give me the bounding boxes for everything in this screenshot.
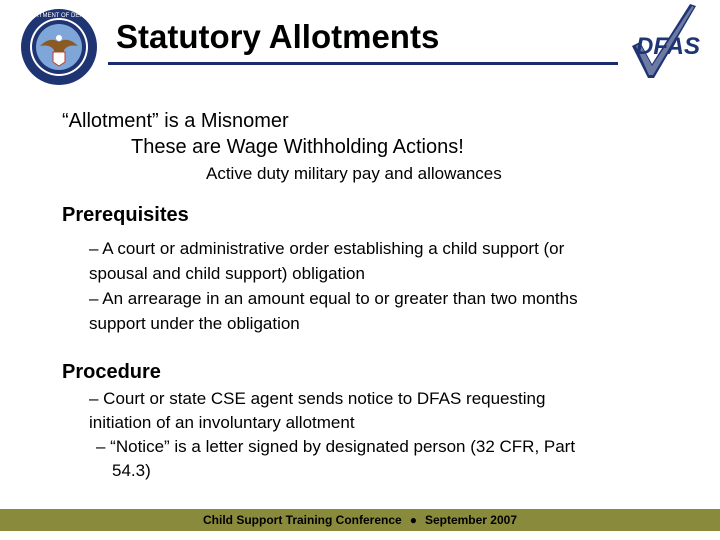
prerequisites-line: support under the obligation	[89, 314, 300, 333]
misnomer-heading: “Allotment” is a Misnomer	[62, 110, 289, 132]
title-underline	[108, 62, 618, 65]
svg-text:DEPARTMENT OF DEFENSE: DEPARTMENT OF DEFENSE	[20, 13, 98, 19]
footer-separator: ●	[409, 513, 417, 527]
footer-date-text: September 2007	[424, 513, 517, 527]
dod-seal-icon	[20, 8, 98, 86]
page-title: Statutory Allotments	[116, 18, 440, 55]
prerequisites-line: – A court or administrative order establishing a child support (or	[89, 239, 565, 258]
procedure-line: initiation of an involuntary allotment	[89, 413, 355, 432]
footer	[0, 509, 720, 531]
procedure-line: – Court or state CSE agent sends notice to DFAS requesting	[89, 389, 546, 408]
procedure-line: – “Notice” is a letter signed by designated person (32 CFR, Part	[96, 437, 576, 456]
prerequisites-line: – An arrearage in an amount equal to or greater than two months	[89, 289, 578, 308]
procedure-line: 54.3)	[112, 461, 151, 480]
footer-conference-text: Child Support Training Conference	[203, 513, 402, 527]
dfas-logo-icon	[626, 2, 706, 80]
svg-text:DFAS: DFAS	[636, 33, 701, 60]
procedure-heading: Procedure	[62, 361, 161, 383]
prerequisites-heading: Prerequisites	[62, 204, 189, 226]
misnomer-detail: Active duty military pay and allowances	[206, 164, 502, 183]
misnomer-subheading: These are Wage Withholding Actions!	[131, 136, 464, 158]
prerequisites-line: spousal and child support) obligation	[89, 264, 365, 283]
